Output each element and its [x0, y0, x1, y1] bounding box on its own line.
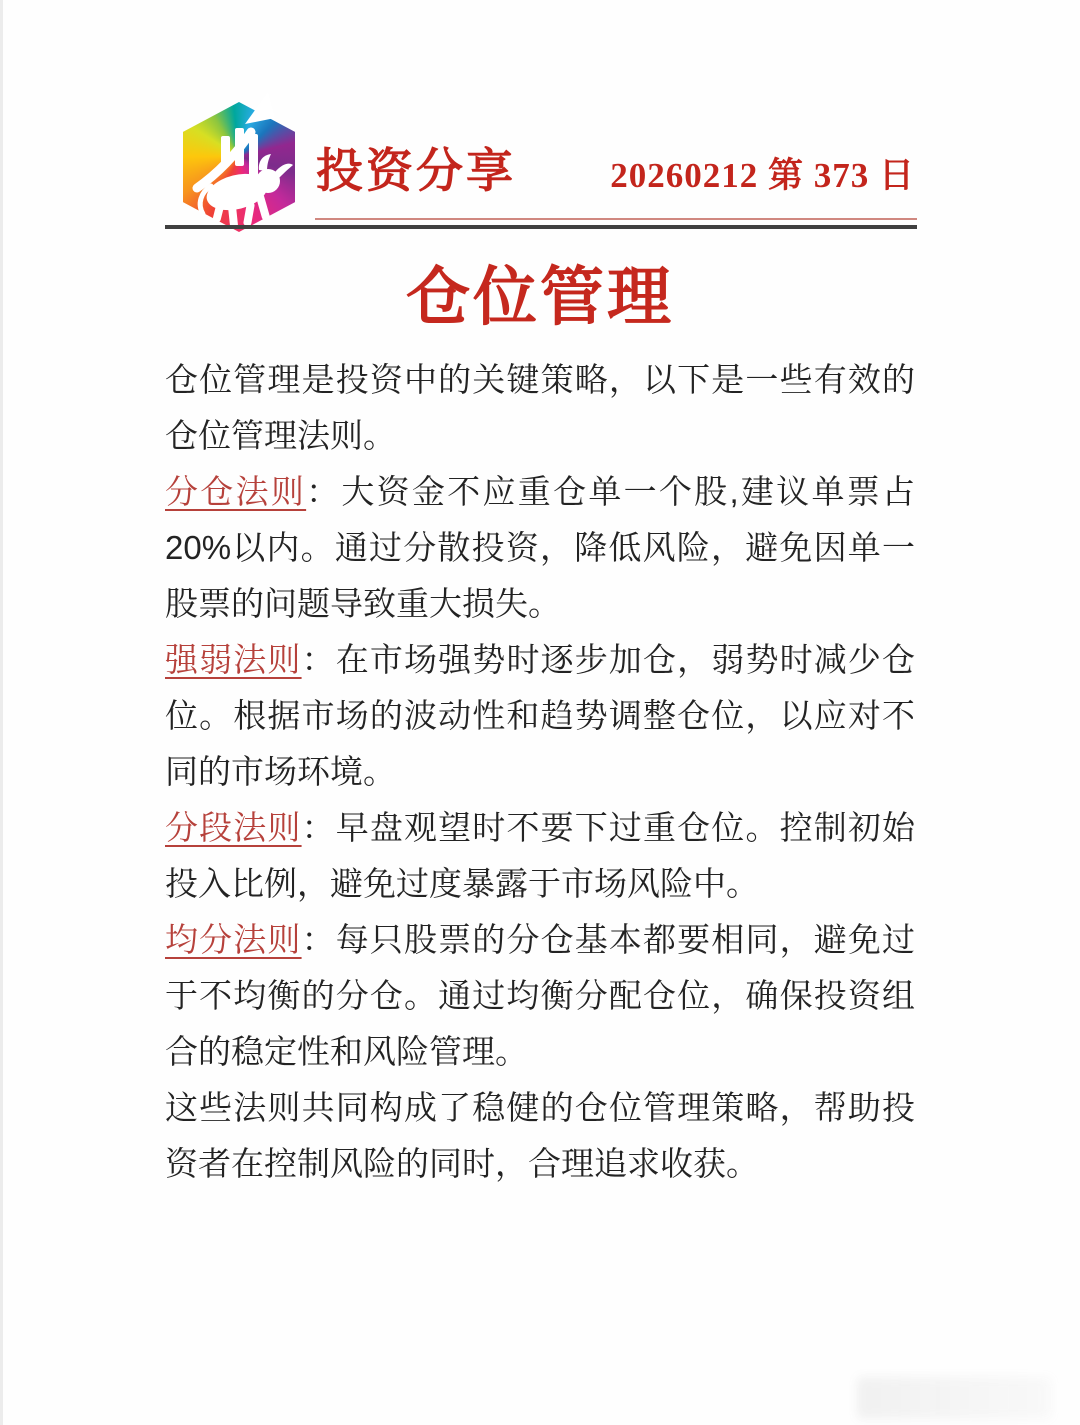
- law-text: 每只股票的分仓基本都要相同，避免过于不均衡的分仓。通过均衡分配仓位，确保投资组合的稳定性和风险管理。: [165, 921, 916, 1070]
- closing-text: 这些法则共同构成了稳健的仓位管理策略，帮助投资者在控制风险的同时，合理追求收获。: [165, 1089, 915, 1182]
- law-term: 均分法则: [165, 921, 302, 958]
- brand-logo: [183, 86, 295, 234]
- bull-icon: [200, 154, 293, 228]
- law-separator: ：: [301, 641, 336, 678]
- page-title: 仓位管理: [406, 261, 674, 333]
- header-divider-dark: [165, 225, 917, 229]
- law-separator: ：: [301, 921, 336, 958]
- law-text: 在市场强势时逐步加仓，弱势时减少仓位。根据市场的波动性和趋势调整仓位，以应对不同的市场环境。: [165, 641, 916, 790]
- issue-date: 20260212 第 373 日: [610, 156, 915, 195]
- law-paragraph-strength: [165, 632, 915, 800]
- law-term: 分仓法则: [165, 473, 307, 510]
- law-text: 大资金不应重仓单一个股,建议单票占 20%以内。通过分散投资，降低风险，避免因单一股票的问题导致重大损失。: [165, 473, 916, 622]
- law-term: 强弱法则: [165, 641, 302, 678]
- article-body: [165, 352, 915, 1192]
- law-term: 分段法则: [165, 809, 302, 846]
- intro-paragraph: [165, 352, 915, 464]
- law-separator: ：: [301, 809, 336, 846]
- watermark: [857, 1377, 1052, 1419]
- law-separator: ：: [306, 473, 342, 510]
- law-paragraph-split: [165, 464, 915, 632]
- intro-text: 仓位管理是投资中的关键策略，以下是一些有效的仓位管理法则。: [165, 361, 915, 454]
- law-paragraph-equal: [165, 912, 915, 1080]
- bull-chart-arrow-icon: [183, 86, 295, 234]
- brand-title: 投资分享: [316, 144, 516, 197]
- closing-paragraph: [165, 1080, 915, 1192]
- header-divider-red: [315, 218, 917, 220]
- law-text: 早盘观望时不要下过重仓位。控制初始投入比例，避免过度暴露于市场风险中。: [165, 809, 916, 902]
- law-paragraph-staged: [165, 800, 915, 912]
